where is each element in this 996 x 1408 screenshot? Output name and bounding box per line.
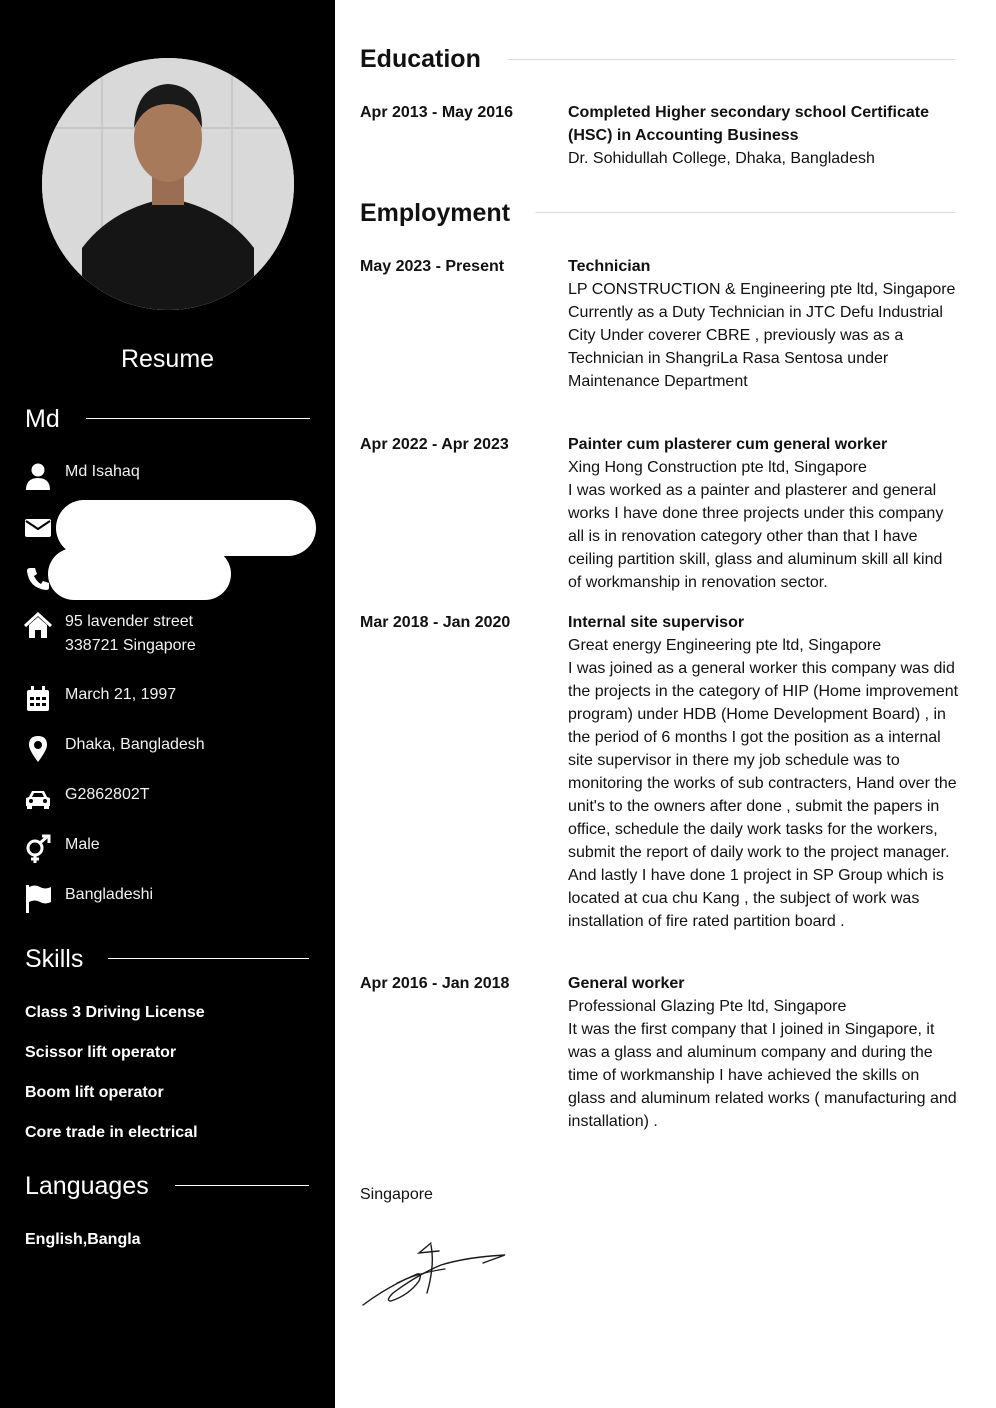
gender-row — [22, 833, 322, 873]
name-row — [22, 460, 322, 500]
job-description: I was worked as a painter and plasterer and general works I have done three projects under this company all is in renovation category other than that I have ceiling partition skill, glass and aluminum skill all kind of workmanship in renovation sector. — [568, 482, 944, 591]
employment-date: Apr 2016 - Jan 2018 — [360, 975, 510, 992]
job-title: Painter cum plasterer cum general worker — [568, 436, 888, 453]
languages-list: English,Bangla — [25, 1231, 141, 1248]
nationality: Bangladeshi — [65, 886, 154, 903]
education-institution: Dr. Sohidullah College, Dhaka, Bangladesh — [568, 150, 875, 167]
skill-item: Boom lift operator — [25, 1084, 164, 1101]
job-title: General worker — [568, 975, 685, 992]
main-content — [335, 0, 996, 1408]
education-date: Apr 2013 - May 2016 — [360, 104, 513, 121]
job-company: Professional Glazing Pte ltd, Singapore — [568, 998, 847, 1015]
education-title: Completed Higher secondary school Certificate (HSC) in Accounting Business — [568, 104, 929, 144]
date-of-birth: March 21, 1997 — [65, 686, 177, 703]
home-icon — [22, 610, 54, 642]
employment-date: Mar 2018 - Jan 2020 — [360, 614, 511, 631]
address-line1: 95 lavender street — [65, 613, 194, 630]
employment-heading: Employment — [360, 199, 511, 227]
user-icon — [22, 460, 54, 492]
name-heading: Md — [25, 405, 60, 433]
redacted-phone — [48, 548, 231, 600]
gender: Male — [65, 836, 100, 853]
handwritten-signature — [357, 1235, 517, 1320]
full-name: Md Isahaq — [65, 463, 140, 480]
education-heading: Education — [360, 45, 481, 73]
car-icon — [22, 783, 54, 815]
education-heading-rule — [507, 59, 955, 60]
job-description: Currently as a Duty Technician in JTC Defu Industrial City Under coverer CBRE , previously was as a Technician in ShangriLa Rasa Sentosa under Maintenance Department — [568, 304, 943, 390]
profile-photo — [42, 58, 294, 310]
license-row — [22, 783, 322, 823]
job-company: LP CONSTRUCTION & Engineering pte ltd, Singapore — [568, 281, 956, 298]
address-line2: 338721 Singapore — [65, 637, 196, 654]
job-company: Xing Hong Construction pte ltd, Singapore — [568, 459, 867, 476]
employment-heading-rule — [535, 212, 955, 213]
signature-place: Singapore — [360, 1186, 433, 1203]
address-row — [22, 610, 322, 662]
name-heading-rule — [86, 418, 310, 419]
resume-label: Resume — [120, 345, 215, 373]
skill-item: Class 3 Driving License — [25, 1004, 205, 1021]
job-company: Great energy Engineering pte ltd, Singapore — [568, 637, 882, 654]
education-entry — [568, 101, 960, 170]
flag-icon — [22, 883, 54, 915]
employment-entry — [568, 255, 960, 393]
languages-heading: Languages — [25, 1172, 149, 1200]
birthplace-row — [22, 733, 322, 773]
employment-date: Apr 2022 - Apr 2023 — [360, 436, 509, 453]
languages-heading-rule — [175, 1185, 309, 1186]
employment-entry — [568, 972, 960, 1133]
skills-heading-rule — [108, 958, 309, 959]
skills-heading: Skills — [25, 945, 84, 973]
skill-item: Core trade in electrical — [25, 1124, 198, 1141]
employment-date: May 2023 - Present — [360, 258, 505, 275]
birthdate-row — [22, 683, 322, 723]
employment-entry — [568, 611, 960, 933]
envelope-icon — [22, 512, 54, 544]
address — [65, 610, 196, 658]
map-pin-icon — [22, 733, 54, 765]
skill-item: Scissor lift operator — [25, 1044, 177, 1061]
job-title: Technician — [568, 258, 651, 275]
employment-entry — [568, 433, 960, 594]
nationality-row — [22, 883, 322, 923]
job-description: It was the first company that I joined in Singapore, it was a glass and aluminum company and during the time of workmanship I have achieved the skills on glass and aluminum related works ( manufacturing and installation) . — [568, 1021, 957, 1130]
gender-icon — [22, 833, 54, 865]
calendar-icon — [22, 683, 54, 715]
sidebar — [0, 0, 335, 1408]
place-of-birth: Dhaka, Bangladesh — [65, 736, 205, 753]
job-description: I was joined as a general worker this company was did the projects in the category of HIP (Home improvement program) under HDB (Home Development Board) , in the period of 6 months I got the position as a internal site supervisor in there my job schedule was to monitoring the works of sub contracters, Hand over the unit's to the owners after done , submit the papers in office, schedule the daily work tasks for the workers, submit the report of daily work to the project manager. And lastly I have done 1 project in SP Group which is located at cua chu Kang , the subject of work was installation of fire rated partition board . — [568, 660, 959, 930]
job-title: Internal site supervisor — [568, 614, 745, 631]
driving-license: G2862802T — [65, 786, 150, 803]
